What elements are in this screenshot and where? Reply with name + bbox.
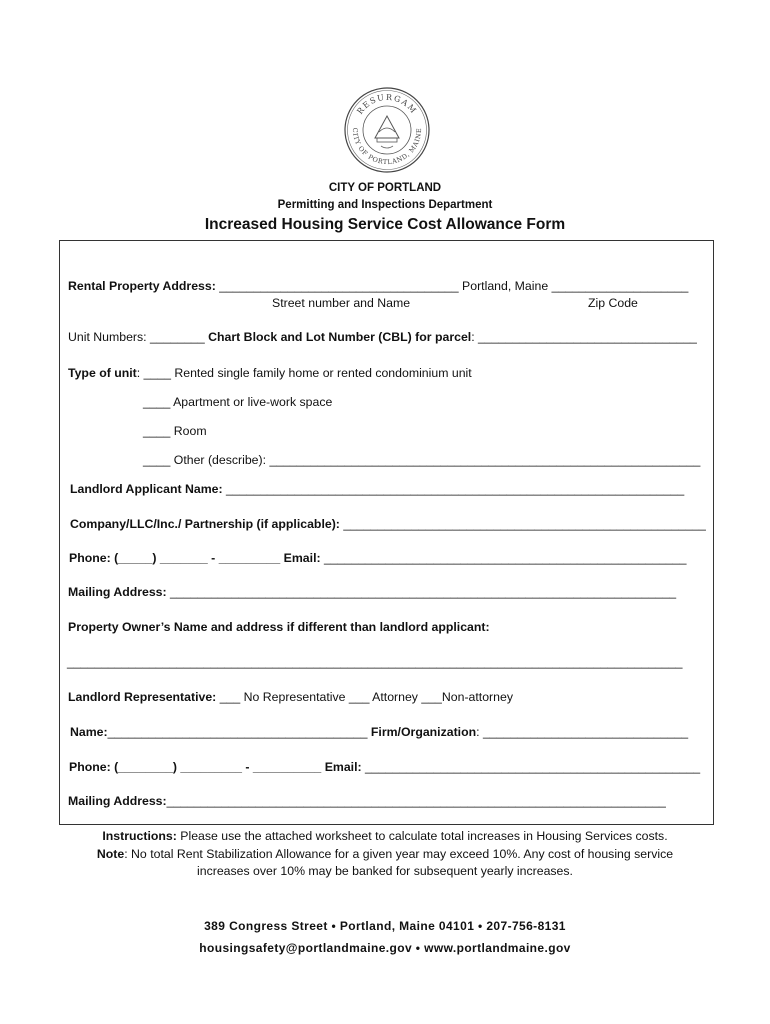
- rep-phone-field[interactable]: Phone: (________) _________ - __________: [69, 760, 322, 774]
- footer-contact[interactable]: housingsafety@portlandmaine.gov • www.portlandmaine.gov: [199, 941, 571, 955]
- company-field[interactable]: _____________________________________________________: [343, 517, 706, 531]
- svg-text:RESURGAM: RESURGAM: [355, 92, 419, 116]
- unit-numbers-field[interactable]: ________: [150, 330, 205, 344]
- landlord-name-field[interactable]: ___________________________________________________________________: [226, 482, 685, 496]
- street-caption: Street number and Name: [272, 296, 411, 310]
- city-name: CITY OF PORTLAND: [328, 182, 442, 194]
- rep-email-field[interactable]: _________________________________________________: [365, 760, 701, 774]
- type-option-apartment[interactable]: ____ Apartment or live-work space: [143, 395, 333, 409]
- svg-text:CITY OF PORTLAND, MAINE: CITY OF PORTLAND, MAINE: [350, 127, 424, 167]
- firm-field[interactable]: : ______________________________: [476, 725, 689, 739]
- note: Note: No total Rent Stabilization Allowance for a given year may exceed 10%. Any cost of housing service: [96, 847, 674, 861]
- type-of-unit-row[interactable]: Type of unit: ____ Rented single family home or rented condominium unit: [68, 366, 472, 380]
- landlord-applicant-row[interactable]: Landlord Applicant Name: ___________________________________________________________________: [70, 482, 685, 496]
- city-seal-logo: [343, 86, 431, 174]
- rental-address-row[interactable]: Rental Property Address: ___________________________________ Portland, Maine ____________________: [68, 279, 689, 293]
- mailing-address-row[interactable]: Mailing Address: __________________________________________________________________________: [68, 585, 677, 599]
- type-option-room[interactable]: ____ Room: [143, 424, 207, 438]
- instructions: Instructions: Please use the attached worksheet to calculate total increases in Housing Services costs.: [102, 829, 668, 843]
- property-owner-field[interactable]: __________________________________________________________________________________________: [67, 655, 683, 669]
- footer-address: 389 Congress Street • Portland, Maine 04101 • 207-756-8131: [204, 919, 566, 933]
- department-name: Permitting and Inspections Department: [277, 199, 493, 211]
- name-firm-row[interactable]: Name:______________________________________ Firm/Organization: ______________________________: [70, 725, 689, 739]
- zip-code-field[interactable]: ____________________: [551, 279, 689, 293]
- landlord-representative-row[interactable]: Landlord Representative: ___ No Representative ___ Attorney ___Non-attorney: [68, 690, 513, 704]
- note-continued: increases over 10% may be banked for subsequent yearly increases.: [197, 864, 573, 878]
- phone-email-row[interactable]: Phone: (_____) _______ - _________ Email: _____________________________________________________: [69, 551, 687, 565]
- representative-name-field[interactable]: ______________________________________: [107, 725, 368, 739]
- rep-mailing-address-row[interactable]: Mailing Address:_________________________________________________________________________: [68, 794, 666, 808]
- type-option-single-family[interactable]: : ____ Rented single family home or rented condominium unit: [136, 366, 472, 380]
- unit-cbl-row[interactable]: Unit Numbers: ________ Chart Block and Lot Number (CBL) for parcel: ________________________________: [68, 330, 697, 344]
- property-owner-label: Property Owner’s Name and address if different than landlord applicant:: [68, 620, 490, 634]
- rep-mailing-address-field[interactable]: _________________________________________________________________________: [166, 794, 666, 808]
- rental-address-field[interactable]: ___________________________________: [219, 279, 459, 293]
- rep-phone-email-row[interactable]: Phone: (________) _________ - __________ Email: _________________________________________________: [69, 760, 701, 774]
- phone-field[interactable]: Phone: (_____) _______ - _________: [69, 551, 281, 565]
- zip-caption: Zip Code: [588, 296, 638, 310]
- representative-options[interactable]: ___ No Representative ___ Attorney ___Non-attorney: [219, 690, 513, 704]
- form-title: Increased Housing Service Cost Allowance Form: [204, 216, 566, 233]
- company-row[interactable]: Company/LLC/Inc./ Partnership (if applicable): _____________________________________________________: [70, 517, 706, 531]
- email-field[interactable]: _____________________________________________________: [324, 551, 687, 565]
- mailing-address-field[interactable]: __________________________________________________________________________: [170, 585, 677, 599]
- cbl-field[interactable]: : ________________________________: [471, 330, 697, 344]
- type-option-other[interactable]: ____ Other (describe): _______________________________________________________________: [143, 453, 701, 467]
